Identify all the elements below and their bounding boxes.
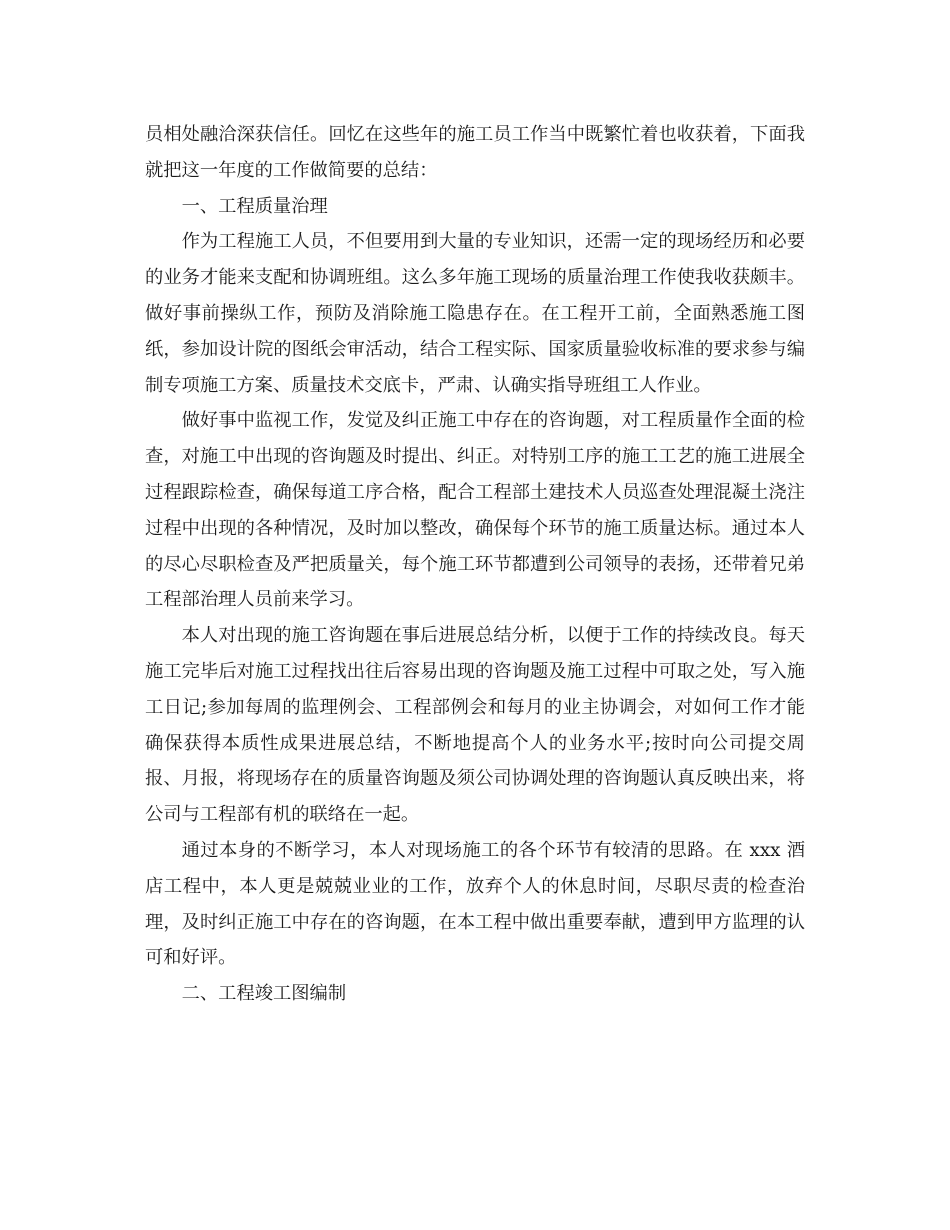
paragraph-quality-2: 做好事中监视工作，发觉及纠正施工中存在的咨询题，对工程质量作全面的检查，对施工中出现的咨询题及时提出、纠正。对特别工序的施工工艺的施工进展全过程跟踪检查，确保每道工序合格，配合工程部土建技术人员巡查处理混凝土浇注过程中出现的各种情况，及时加以整改，确保每个环节的施工质量达标。通过本人的尽心尽职检查及严把质量关，每个施工环节都遭到公司领导的表扬，还带着兄弟工程部治理人员前来学习。	[145, 410, 805, 611]
paragraph-quality-1: 作为工程施工人员，不但要用到大量的专业知识，还需一定的现场经历和必要的业务才能来支配和协调班组。这么多年施工现场的质量治理工作使我收获颇丰。做好事前操纵工作，预防及消除施工隐患存在。在工程开工前，全面熟悉施工图纸，参加设计院的图纸会审活动，结合工程实际、国家质量验收标准的要求参与编制专项施工方案、质量技术交底卡，严肃、认确实指导班组工人作业。	[145, 231, 805, 396]
paragraph-quality-4: 通过本身的不断学习，本人对现场施工的各个环节有较清的思路。在 xxx 酒店工程中，本人更是兢兢业业的工作，放弃个人的休息时间，尽职尽责的检查治理，及时纠正施工中存在的咨询题，在本工程中做出重要奉献，遭到甲方监理的认可和好评。	[145, 839, 805, 969]
document-page	[145, 117, 805, 1012]
section-heading-drawings: 二、工程竣工图编制	[181, 983, 347, 1005]
paragraph-intro: 员相处融洽深获信任。回忆在这些年的施工员工作当中既繁忙着也收获着，下面我就把这一年度的工作做简要的总结：	[145, 124, 805, 181]
section-heading-quality: 一、工程质量治理	[181, 195, 328, 217]
paragraph-quality-3: 本人对出现的施工咨询题在事后进展总结分析，以便于工作的持续改良。每天施工完毕后对施工过程找出往后容易出现的咨询题及施工过程中可取之处，写入施工日记;参加每周的监理例会、工程部例会和每月的业主协调会，对如何工作才能确保获得本质性成果进展总结，不断地提高个人的业务水平;按时向公司提交周报、月报，将现场存在的质量咨询题及须公司协调处理的咨询题认真反映出来，将公司与工程部有机的联络在一起。	[145, 625, 805, 826]
